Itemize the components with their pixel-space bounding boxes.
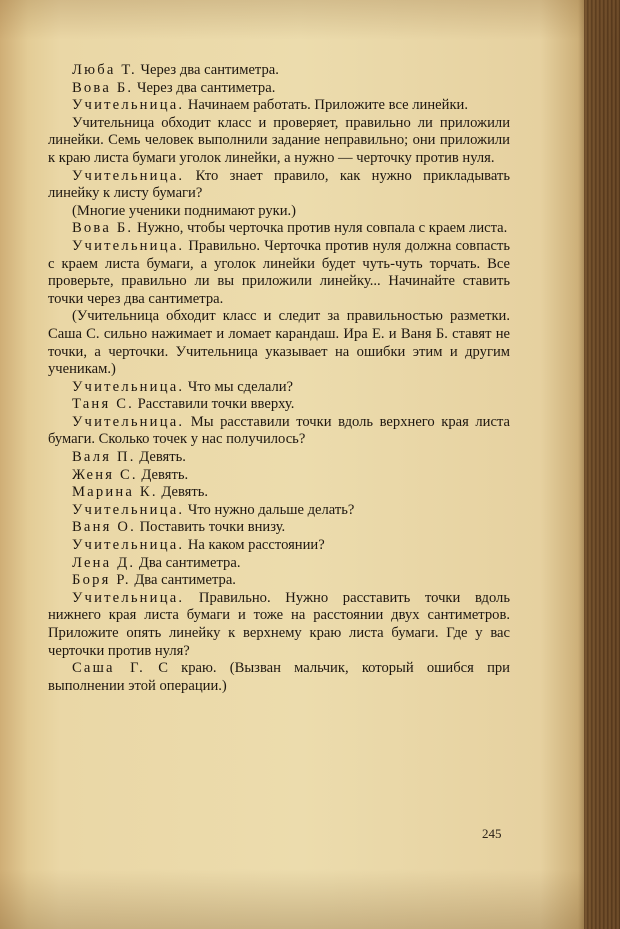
speaker-name: Лена Д. [72,554,136,571]
paragraph [48,449,510,467]
paragraph [48,396,510,414]
paragraph [48,572,510,590]
speaker-name: Валя П. [72,449,136,466]
speaker-name: Вова Б. [72,79,134,96]
speaker-name: Учительница. [72,537,185,554]
paragraph [48,537,510,555]
paragraph [48,379,510,397]
paragraph-text: Кто знает правило, как нужно прикладывать линейку к листу бумаги? [48,167,510,202]
page-top-shading [0,0,620,40]
paragraph-text: Два сантиметра. [134,572,236,589]
paragraph-text: На каком расстоянии? [187,537,325,554]
paragraph [48,62,510,80]
paragraph [48,308,510,378]
speaker-name: Люба Т. [72,62,137,78]
paragraph-text: (Учительница обходит класс и следит за правильностью разметки. Саша С. сильно нажимает и ломает карандаш. Ира Е. и Ваня Б. ставят не точки, а черточки. Учительница указывает на ошибки этим и другим ученикам.) [48,308,510,378]
paragraph-text: (Многие ученики поднимают руки.) [72,202,297,219]
paragraph-text: Через два сантиметра. [140,62,279,78]
speaker-name: Саша Г. [72,660,145,677]
paragraph-text: Учительница обходит класс и проверяет, правильно ли приложили линейки. Семь человек выполнили задание неправильно; они приложили к краю листа бумаги уголок линейки, а нужно — черточку против нуля. [48,114,510,166]
paragraph [48,238,510,308]
paragraph-text: С краю. (Вызван мальчик, который ошибся при выполнении этой операции.) [48,660,510,694]
paragraph-text: Девять. [139,449,186,466]
paragraph [48,502,510,520]
speaker-name: Таня С. [72,396,134,413]
paragraph [48,80,510,98]
paragraph [48,414,510,449]
paragraph [48,519,510,537]
paragraph-text: Два сантиметра. [138,554,241,571]
paragraph-text: Что мы сделали? [187,378,294,395]
speaker-name: Марина К. [72,484,158,501]
speaker-name: Женя С. [72,466,138,483]
paragraph [48,168,510,203]
speaker-name: Учительница. [72,589,185,606]
paragraph [48,555,510,573]
paragraph [48,220,510,238]
paragraph-text: Правильно. Черточка против нуля должна совпасть с краем листа бумаги, а уголок линейки будет чуть-чуть торчать. Все проверьте, правильно ли вы приложили линейку... Начинайте ставить точки через два сантиметра. [48,237,510,307]
paragraph-text: Нужно, чтобы черточка против нуля совпала с краем листа. [136,220,508,237]
speaker-name: Учительница. [72,501,185,518]
book-binding-edge [584,0,620,929]
body-text [48,62,510,695]
paragraph-text: Девять. [161,484,209,501]
paragraph-text: Через два сантиметра. [136,79,276,96]
paragraph-text: Что нужно дальше делать? [187,501,355,518]
speaker-name: Вова Б. [72,220,134,237]
paragraph-text: Мы расставили точки вдоль верхнего края листа бумаги. Сколько точек у нас получилось? [48,413,510,448]
speaker-name: Боря Р. [72,572,131,589]
speaker-name: Учительница. [72,413,185,430]
page-number: 245 [482,826,502,841]
paragraph-text: Правильно. Нужно расставить точки вдоль нижнего края листа бумаги и тоже на расстоянии двух сантиметров. Приложите опять линейку к верхнему краю листа бумаги. Где у вас черточки против нуля? [48,589,510,659]
paragraph-text: Расставили точки вверху. [137,396,295,413]
speaker-name: Учительница. [72,237,185,254]
speaker-name: Учительница. [72,167,185,184]
paragraph [48,484,510,502]
paragraph [48,660,510,695]
speaker-name: Учительница. [72,97,185,114]
speaker-name: Ваня О. [72,519,136,536]
paragraph-text: Начинаем работать. Приложите все линейки. [187,97,468,114]
page-bottom-shading [0,869,620,929]
paragraph [48,97,510,115]
paragraph-text: Поставить точки внизу. [139,519,286,536]
paragraph [48,203,510,221]
paragraph [48,115,510,168]
speaker-name: Учительница. [72,378,185,395]
paragraph [48,590,510,660]
paragraph-text: Девять. [141,466,189,483]
paragraph [48,467,510,485]
